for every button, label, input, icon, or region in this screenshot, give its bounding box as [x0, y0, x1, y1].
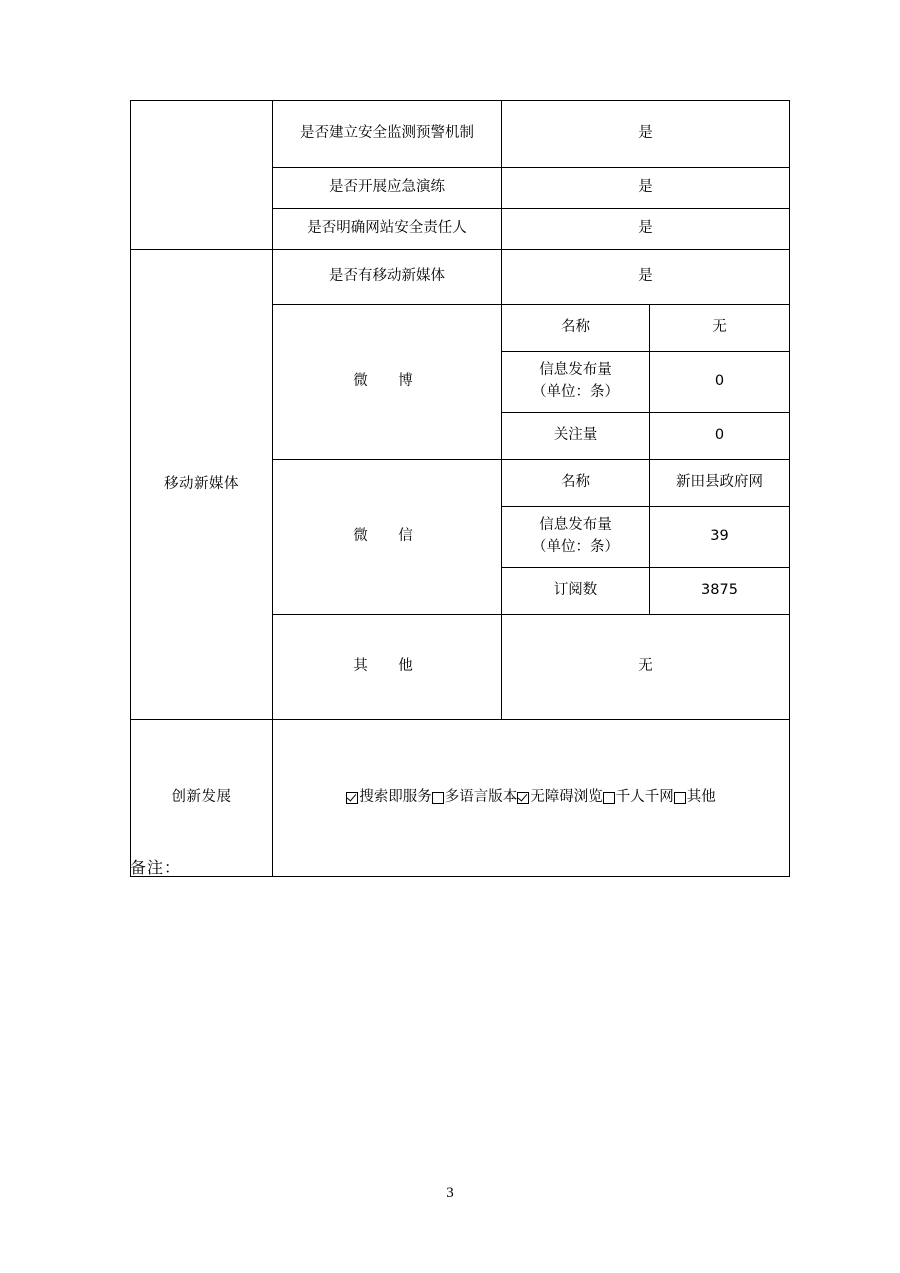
- checkbox-unchecked-icon[interactable]: [603, 792, 615, 804]
- other-media-label: 其 他: [273, 615, 502, 720]
- checkbox-label: 搜索即服务: [359, 789, 432, 806]
- weibo-followers-value: 0: [650, 413, 790, 460]
- security-warning-item: 是否建立安全监测预警机制: [273, 101, 502, 168]
- checkbox-item-other[interactable]: [674, 787, 716, 809]
- weixin-publish-count-value: 39: [650, 507, 790, 568]
- weixin-name-value: 新田县政府网: [650, 460, 790, 507]
- checkbox-label: 无障碍浏览: [530, 789, 603, 806]
- weixin-name-field: 名称: [502, 460, 650, 507]
- checkbox-checked-icon[interactable]: [346, 792, 358, 804]
- security-owner-item: 是否明确网站安全责任人: [273, 209, 502, 250]
- checkbox-item-search-as-service[interactable]: [346, 787, 432, 809]
- has-mobile-media-item: 是否有移动新媒体: [273, 250, 502, 305]
- weixin-publish-count-field: [502, 507, 650, 568]
- weibo-name-value: 无: [650, 305, 790, 352]
- weixin-publish-count-line1: 信息发布量: [539, 517, 612, 534]
- weibo-label: 微 博: [273, 305, 502, 460]
- has-mobile-media-value: 是: [502, 250, 790, 305]
- table-row: [131, 720, 790, 877]
- checkbox-label: 千人千网: [615, 789, 674, 806]
- checkbox-item-personalized[interactable]: [603, 787, 674, 809]
- weibo-followers-field: 关注量: [502, 413, 650, 460]
- innovation-section-label: 创新发展: [131, 720, 273, 877]
- weixin-label: 微 信: [273, 460, 502, 615]
- weibo-publish-count-line1: 信息发布量: [539, 362, 612, 379]
- checkbox-unchecked-icon[interactable]: [674, 792, 686, 804]
- security-owner-value: 是: [502, 209, 790, 250]
- innovation-options-cell: [273, 720, 790, 877]
- weixin-subscribers-field: 订阅数: [502, 568, 650, 615]
- checkbox-item-accessibility[interactable]: [517, 787, 603, 809]
- checkbox-label: 其他: [686, 789, 716, 806]
- emergency-drill-item: 是否开展应急演练: [273, 168, 502, 209]
- weixin-subscribers-value: 3875: [650, 568, 790, 615]
- page-number: 3: [446, 1185, 454, 1201]
- checkbox-checked-icon[interactable]: [517, 792, 529, 804]
- security-warning-value: 是: [502, 101, 790, 168]
- remark-label: 备注：: [130, 858, 182, 877]
- checkbox-label: 多语言版本: [444, 789, 518, 806]
- innovation-checkbox-group: [279, 787, 783, 809]
- security-section-label: [131, 101, 273, 250]
- other-media-value: 无: [502, 615, 790, 720]
- weixin-publish-count-line2: （单位：条）: [532, 539, 619, 555]
- checkbox-item-multilingual[interactable]: [432, 787, 518, 809]
- checkbox-unchecked-icon[interactable]: [432, 792, 444, 804]
- table-row: [131, 250, 790, 305]
- weibo-publish-count-value: 0: [650, 352, 790, 413]
- mobile-media-section-label: 移动新媒体: [131, 250, 273, 720]
- weibo-publish-count-line2: （单位：条）: [532, 384, 619, 400]
- emergency-drill-value: 是: [502, 168, 790, 209]
- table-row: [131, 101, 790, 168]
- weibo-publish-count-field: [502, 352, 650, 413]
- weibo-name-field: 名称: [502, 305, 650, 352]
- website-report-table: [130, 100, 790, 877]
